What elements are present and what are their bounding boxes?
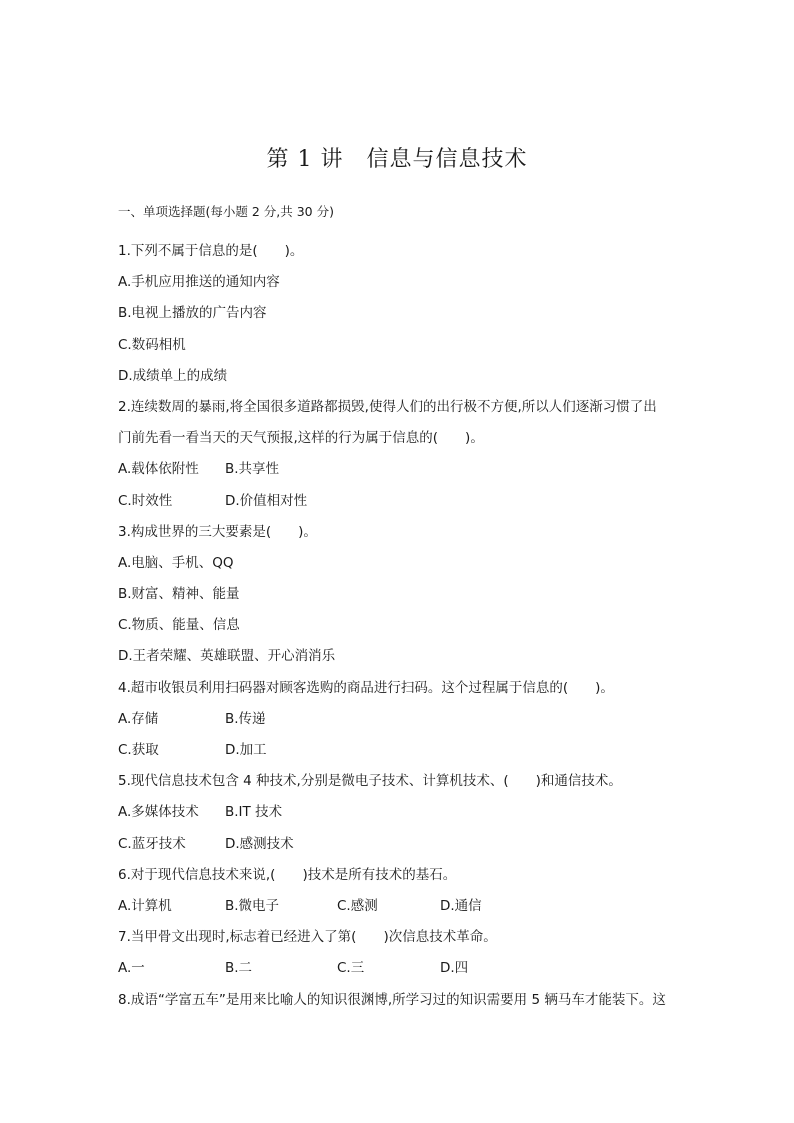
option-d: D.加工 <box>225 742 267 758</box>
option-c: C.蓝牙技术 <box>118 835 186 852</box>
option-d: D.四 <box>440 960 469 977</box>
option-c: C.三 <box>337 960 365 977</box>
question-stem: 3.构成世界的三大要素是( )。 <box>118 523 317 540</box>
option-a: A.存储 <box>118 710 159 727</box>
option-d: D.价值相对性 <box>225 492 308 509</box>
option-row <box>118 704 684 735</box>
question-list <box>118 236 684 1016</box>
question-stem: 1.下列不属于信息的是( )。 <box>118 243 304 259</box>
question-stem: 5.现代信息技术包含 4 种技术,分别是微电子技术、计算机技术、( )和通信技术。 <box>118 773 622 790</box>
option-d: D.成绩单上的成绩 <box>118 367 228 384</box>
page-title: 第 1 讲 信息与信息技术 <box>266 147 528 172</box>
option-d: D.王者荣耀、英雄联盟、开心消消乐 <box>118 648 336 665</box>
section-heading: 一、单项选择题(每小题 2 分,共 30 分) <box>118 204 334 219</box>
question-stem: 4.超市收银员利用扫码器对顾客选购的商品进行扫码。这个过程属于信息的( )。 <box>118 679 614 696</box>
option-a: A.一 <box>118 960 145 977</box>
option-b: B.共享性 <box>225 461 280 478</box>
option-b: B.二 <box>225 960 253 977</box>
option-a: A.计算机 <box>118 897 172 914</box>
option-b: B.IT 技术 <box>225 804 283 821</box>
option-b: B.微电子 <box>225 897 280 914</box>
question-stem: 2.连续数周的暴雨,将全国很多道路都损毁,使得人们的出行极不方便,所以人们逐渐习惯了出 <box>118 398 657 415</box>
option-a: A.多媒体技术 <box>118 804 199 821</box>
option-b: B.电视上播放的广告内容 <box>118 305 267 322</box>
option-a: A.载体依附性 <box>118 461 199 478</box>
option-a: A.手机应用推送的通知内容 <box>118 274 280 291</box>
option-b: B.传递 <box>225 710 266 727</box>
question-stem: 7.当甲骨文出现时,标志着已经进入了第( )次信息技术革命。 <box>118 929 497 946</box>
option-d: D.感测技术 <box>225 835 294 852</box>
option-c: C.时效性 <box>118 492 173 509</box>
option-c: C.数码相机 <box>118 336 186 353</box>
option-c: C.物质、能量、信息 <box>118 617 240 634</box>
option-row <box>118 735 684 766</box>
option-row <box>118 797 684 828</box>
option-c: C.获取 <box>118 742 159 758</box>
option-b: B.财富、精神、能量 <box>118 586 240 603</box>
option-row <box>118 454 684 485</box>
question-stem: 8.成语“学富五车”是用来比喻人的知识很渊博,所学习过的知识需要用 5 辆马车才能装下。这 <box>118 991 666 1008</box>
option-row <box>118 486 684 517</box>
question-stem-continued: 门前先看一看当天的天气预报,这样的行为属于信息的( )。 <box>118 430 484 447</box>
option-d: D.通信 <box>440 897 482 914</box>
question-stem: 6.对于现代信息技术来说,( )技术是所有技术的基石。 <box>118 866 457 883</box>
option-row <box>118 891 684 922</box>
option-row <box>118 953 684 984</box>
option-c: C.感测 <box>337 897 378 914</box>
option-row <box>118 829 684 860</box>
option-a: A.电脑、手机、QQ <box>118 554 234 571</box>
